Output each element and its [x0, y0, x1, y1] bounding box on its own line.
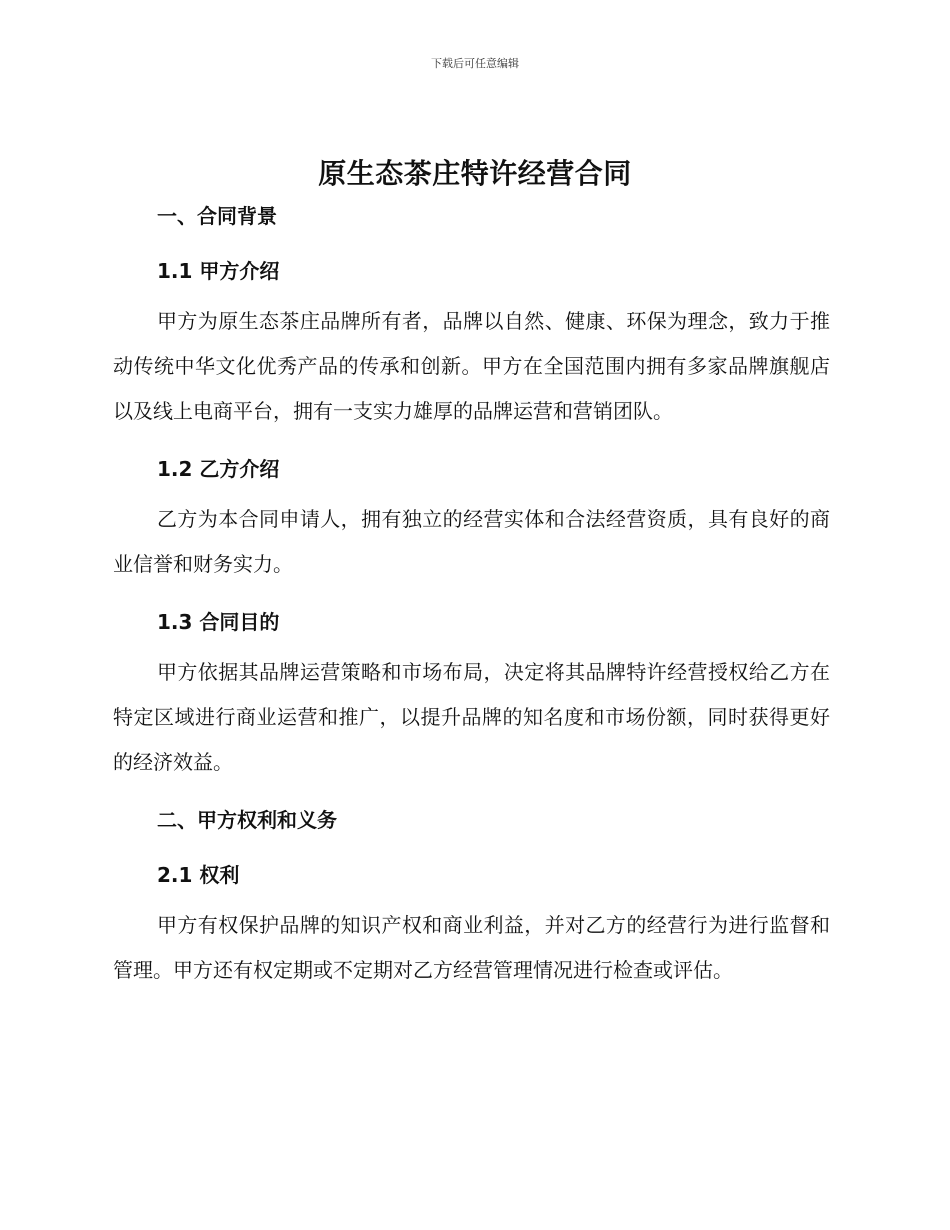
- header-note: 下载后可任意编辑: [431, 57, 519, 70]
- subsection-heading-rights: 2.1 权利: [157, 863, 240, 887]
- subsection-heading-party-a-intro: 1.1 甲方介绍: [157, 259, 280, 283]
- subsection-heading-contract-purpose: 1.3 合同目的: [157, 610, 280, 634]
- document-title: 原生态茶庄特许经营合同: [318, 157, 632, 190]
- section-heading-background: 一、合同背景: [157, 204, 277, 228]
- subsection-heading-party-b-intro: 1.2 乙方介绍: [157, 457, 280, 481]
- paragraph-party-a-intro: 甲方为原生态茶庄品牌所有者，品牌以自然、健康、环保为理念，致力于推动传统中华文化优秀产品的传承和创新。甲方在全国范围内拥有多家品牌旗舰店以及线上电商平台，拥有一支实力雄厚的品牌运营和营销团队。: [113, 309, 830, 423]
- paragraph-contract-purpose: 甲方依据其品牌运营策略和市场布局，决定将其品牌特许经营授权给乙方在特定区域进行商业运营和推广，以提升品牌的知名度和市场份额，同时获得更好的经济效益。: [113, 660, 830, 774]
- paragraph-rights: 甲方有权保护品牌的知识产权和商业利益，并对乙方的经营行为进行监督和管理。甲方还有权定期或不定期对乙方经营管理情况进行检查或评估。: [113, 913, 830, 982]
- section-heading-party-a-rights: 二、甲方权利和义务: [157, 808, 337, 832]
- paragraph-party-b-intro: 乙方为本合同申请人，拥有独立的经营实体和合法经营资质，具有良好的商业信誉和财务实力。: [113, 507, 830, 576]
